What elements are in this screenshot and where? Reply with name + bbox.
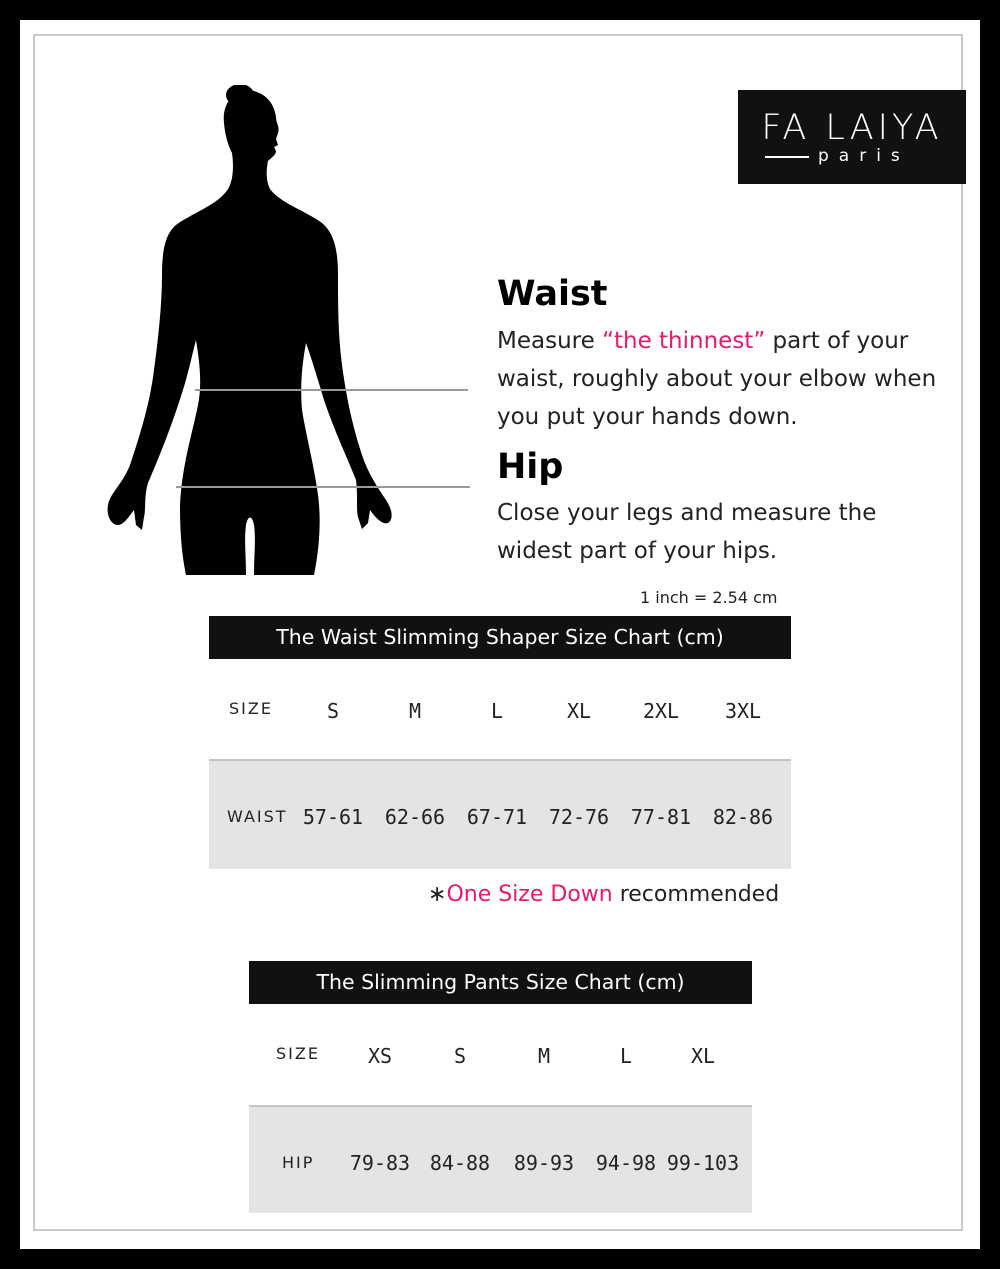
pants-size-label: SIZE [276, 1044, 320, 1063]
pants-chart-title: The Slimming Pants Size Chart (cm) [249, 961, 752, 1004]
conversion-note: 1 inch = 2.54 cm [640, 588, 778, 607]
pants-size-cell: XS [367, 1044, 393, 1068]
shaper-size-cell: M [408, 699, 422, 723]
waist-description [497, 322, 937, 436]
pants-hip-row [249, 1105, 752, 1213]
waist-desc-pre: Measure [497, 328, 603, 354]
pants-hip-cell: 94-98 [595, 1151, 657, 1175]
pants-hip-label: HIP [282, 1153, 315, 1172]
shaper-waist-cell: 62-66 [384, 805, 446, 829]
shaper-waist-cell: 82-86 [712, 805, 774, 829]
pants-size-cell: L [619, 1044, 633, 1068]
hip-measure-line [176, 486, 470, 488]
shaper-chart-title: The Waist Slimming Shaper Size Chart (cm) [209, 616, 791, 659]
shaper-size-cell: S [326, 699, 340, 723]
hip-heading: Hip [497, 447, 564, 487]
shaper-size-cell: 3XL [724, 699, 762, 723]
recommend-highlight: One Size Down [446, 882, 613, 907]
pants-size-cell: XL [690, 1044, 716, 1068]
pants-hip-cell: 89-93 [513, 1151, 575, 1175]
shaper-size-label: SIZE [229, 699, 273, 718]
waist-desc-post: part of your waist, roughly about your elbow when you put your hands down. [497, 328, 937, 430]
logo-rule [765, 156, 809, 158]
shaper-size-cell: XL [566, 699, 592, 723]
brand-logo [738, 90, 966, 184]
shaper-waist-cell: 72-76 [548, 805, 610, 829]
brand-subtitle: paris [818, 146, 910, 166]
shaper-size-cell: L [490, 699, 504, 723]
pants-hip-cell: 84-88 [429, 1151, 491, 1175]
shaper-waist-row [209, 759, 791, 869]
waist-heading: Waist [497, 274, 608, 314]
pants-size-cell: S [453, 1044, 467, 1068]
female-silhouette-figure [100, 85, 400, 575]
recommend-star: ∗ [428, 882, 447, 907]
shaper-waist-cell: 77-81 [630, 805, 692, 829]
pants-hip-cell: 79-83 [349, 1151, 411, 1175]
waist-measure-line [195, 389, 468, 391]
shaper-waist-cell: 57-61 [302, 805, 364, 829]
shaper-size-cell: 2XL [642, 699, 680, 723]
pants-size-row [249, 1004, 752, 1105]
waist-desc-highlight: “the thinnest” [602, 328, 766, 354]
hip-description: Close your legs and measure the widest part of your hips. [497, 500, 877, 564]
shaper-size-row [209, 659, 791, 759]
brand-name: FA LAIYA [761, 108, 943, 148]
pants-size-cell: M [537, 1044, 551, 1068]
size-guide-page [20, 20, 980, 1249]
shaper-waist-label: WAIST [227, 807, 288, 826]
size-recommendation [428, 882, 779, 907]
recommend-text: recommended [612, 882, 780, 907]
shaper-waist-cell: 67-71 [466, 805, 528, 829]
pants-hip-cell: 99-103 [666, 1151, 740, 1175]
